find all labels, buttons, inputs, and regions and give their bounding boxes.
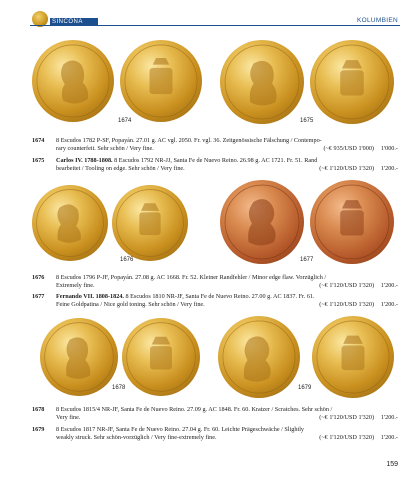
coin-image-1677-reverse xyxy=(310,180,394,264)
lot-description-line2: Extremely fine. (~€ 1'120/USD 1'320) xyxy=(56,282,374,290)
lot-description-line1: 8 Escudos 1782 P-SF, Popayán. 27.01 g. AC vgl. 2050. Fr. vgl. 36. Zeitgenössische Fälschung / Contempo- xyxy=(56,137,322,144)
image-label-1674: 1674 xyxy=(118,118,132,124)
lot-estimate: 1'200.- xyxy=(380,165,398,173)
lot-description-line2: Very fine. (~€ 1'120/USD 1'320) xyxy=(56,414,374,422)
lot-1674 xyxy=(32,137,398,155)
coin-image-1674-reverse xyxy=(120,40,202,122)
lot-1678 xyxy=(32,406,398,424)
image-label-1678: 1678 xyxy=(112,385,126,391)
brand-name: SINCONA xyxy=(52,19,83,25)
image-label-1679: 1679 xyxy=(298,385,312,391)
lot-description-line1: 8 Escudos 1815/4 NR-JF, Santa Fe de Nuevo Reino. 27.09 g. AC 1848. Fr. 60. Kratzer / Scratches. Sehr schön / xyxy=(56,406,333,413)
coin-image-1676-obverse xyxy=(32,185,108,261)
lot-number: 1675 xyxy=(32,157,45,164)
lot-1675 xyxy=(32,157,398,175)
ruler-heading: Fernando VII. 1808-1824. xyxy=(56,293,124,300)
currency-note: (~€ 1'120/USD 1'320) xyxy=(319,165,374,173)
lot-description-line1: 8 Escudos 1810 NR-JF, Santa Fe de Nuevo Reino. 27.00 g. AC 1837. Fr. 61. xyxy=(125,293,315,300)
image-label-1677: 1677 xyxy=(300,257,314,263)
lot-number: 1677 xyxy=(32,293,45,300)
lot-description-line2: rary counterfeit. Sehr schön / Very fine. (~€ 935/USD 1'000) xyxy=(56,145,374,153)
lot-estimate: 1'200.- xyxy=(380,301,398,309)
lot-number: 1676 xyxy=(32,274,45,281)
lot-1676 xyxy=(32,274,398,292)
lot-description-line2: Feine Goldpatina / Nice gold toning. Sehr schön / Very fine. (~€ 1'120/USD 1'320) xyxy=(56,301,374,309)
coin-image-1676-reverse xyxy=(112,185,188,261)
lot-description-line1: 8 Escudos 1796 P-JF, Popayán. 27.08 g. AC 1668. Fr. 52. Kleiner Randfehler / Minor edge flaw. Vorzüglich / xyxy=(56,274,327,281)
lot-estimate: 1'200.- xyxy=(380,434,398,442)
currency-note: (~€ 1'120/USD 1'320) xyxy=(319,301,374,309)
currency-note: (~€ 1'120/USD 1'320) xyxy=(319,414,374,422)
coin-image-1677-obverse xyxy=(220,180,304,264)
lot-description-line1: 8 Escudos 1792 NR-JJ, Santa Fe de Nuevo Reino. 26.98 g. AC 1721. Fr. 51. Rand xyxy=(114,157,318,164)
lot-description-line2: bearbeitet / Tooling on edge. Sehr schön / Very fine. (~€ 1'120/USD 1'320) xyxy=(56,165,374,173)
lot-1677 xyxy=(32,293,398,311)
lot-description-line1: 8 Escudos 1817 NR-JF, Santa Fe de Nuevo Reino. 27.04 g. Fr. 60. Leichte Prägeschwäche / Slightly xyxy=(56,426,305,433)
lot-estimate: 1'200.- xyxy=(380,414,398,422)
lot-estimate: 1'000.- xyxy=(380,145,398,153)
lot-number: 1674 xyxy=(32,137,45,144)
currency-note: (~€ 1'120/USD 1'320) xyxy=(319,282,374,290)
coin-image-1679-obverse xyxy=(218,316,300,398)
coin-image-1678-reverse xyxy=(122,318,200,396)
lot-1679 xyxy=(32,426,398,444)
coin-image-1678-obverse xyxy=(40,318,118,396)
ruler-heading: Carlos IV. 1788-1808. xyxy=(56,157,113,164)
currency-note: (~€ 1'120/USD 1'320) xyxy=(319,434,374,442)
currency-note: (~€ 935/USD 1'000) xyxy=(323,145,374,153)
coin-image-1674-obverse xyxy=(32,40,114,122)
image-label-1675: 1675 xyxy=(300,118,314,124)
header-rule xyxy=(30,25,400,26)
lot-number: 1679 xyxy=(32,426,45,433)
lot-estimate: 1'200.- xyxy=(380,282,398,290)
section-title: KOLUMBIEN xyxy=(357,17,398,24)
coin-image-1679-reverse xyxy=(312,316,394,398)
page-number: 159 xyxy=(386,461,398,468)
coin-image-1675-obverse xyxy=(220,40,304,124)
coin-image-1675-reverse xyxy=(310,40,394,124)
image-label-1676: 1676 xyxy=(120,257,134,263)
lot-description-line2: weakly struck. Sehr schön-vorzüglich / Very fine-extremely fine. (~€ 1'120/USD 1'320) xyxy=(56,434,374,442)
lot-number: 1678 xyxy=(32,406,45,413)
